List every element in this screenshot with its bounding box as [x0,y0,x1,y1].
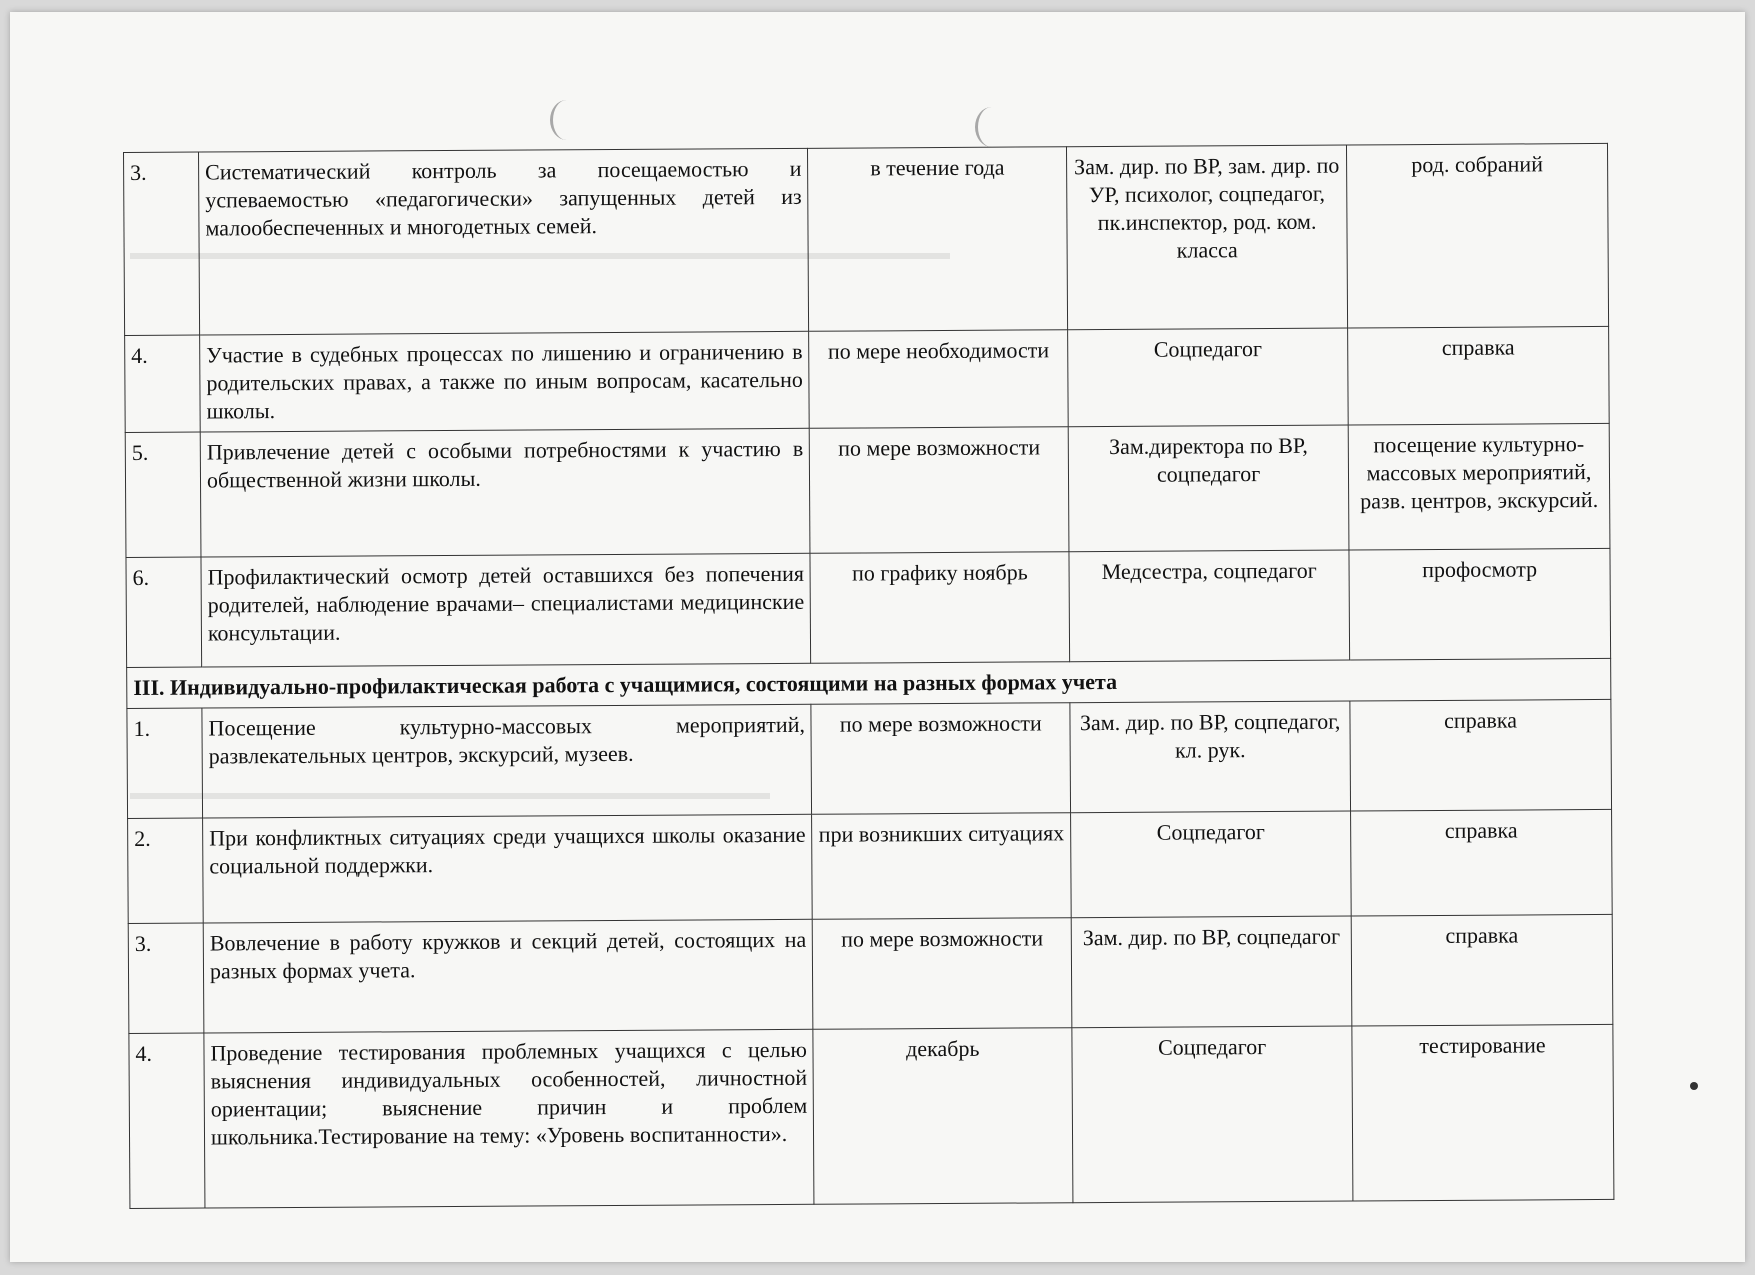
scan-speck [1690,1082,1698,1090]
activity-cell: Посещение культурно-массовых мероприятий, развлекательных центров, экскурсий, музеев. [202,704,812,818]
activity-cell: Вовлечение в работу кружков и секций детей, состоящих на разных формах учета. [203,919,813,1033]
term-cell: декабрь [813,1028,1073,1205]
report-form-cell: справка [1348,326,1610,425]
table-row [128,809,1613,923]
row-number: 1. [127,708,203,818]
row-number: 2. [128,818,204,923]
row-number: 4. [125,335,201,432]
table-row [129,1024,1614,1208]
table-row [125,326,1610,432]
term-cell: по мере возможности [811,703,1070,815]
term-cell: по мере необходимости [809,330,1068,429]
term-cell: при возникших ситуациях [812,813,1071,920]
table-row [124,143,1609,335]
scanned-page [10,12,1745,1262]
responsible-cell: Зам. дир. по ВР, зам. дир. по УР, психолог, соцпедагог, пк.инспектор, род. ком. класса [1067,145,1348,330]
section-title: III. Индивидуально-профилактическая работа с учащимися, состоящими на разных формах учета [127,658,1611,708]
responsible-cell: Зам.директора по ВР, соцпедагог [1068,425,1349,552]
table-row [126,548,1611,667]
responsible-cell: Зам. дир. по ВР, соцпедагог [1071,916,1352,1028]
row-number: 6. [126,557,202,667]
row-number: 5. [125,432,201,557]
report-form-cell: справка [1351,809,1613,916]
table-row [125,423,1610,557]
table-row [127,699,1612,818]
report-form-cell: справка [1350,699,1612,811]
activity-cell: Проведение тестирования проблемных учащихся с целью выяснения индивидуальных особенностей, личностной ориентации; выяснение причин и проблем школьника.Тестирование на тему: «Уровень воспитанности». [204,1029,814,1208]
row-number: 3. [124,152,200,335]
responsible-cell: Соцпедагог [1072,1026,1353,1203]
table-row [128,914,1613,1033]
binder-hole-mark [550,100,583,140]
bleed-through-text: ▬▬▬▬▬▬▬▬▬▬▬▬▬▬▬▬▬▬▬▬▬▬▬▬▬▬▬▬▬▬▬▬ [130,782,770,804]
activity-cell: Профилактический осмотр детей оставшихся без попечения родителей, наблюдение врачами– специалистами медицинские консультации. [201,553,811,667]
term-cell: в течение года [808,147,1068,332]
report-form-cell: справка [1351,914,1613,1026]
responsible-cell: Медсестра, соцпедагог [1069,550,1350,662]
responsible-cell: Соцпедагог [1068,328,1348,427]
report-form-cell: посещение культурно-массовых мероприятий, разв. центров, экскурсий. [1348,423,1610,550]
responsible-cell: Зам. дир. по ВР, соцпедагог, кл. рук. [1070,701,1351,813]
report-form-cell: тестирование [1352,1024,1614,1201]
row-number: 3. [128,923,204,1033]
activity-cell: Участие в судебных процессах по лишению и ограничению в родительских правах, а также по иным вопросам, касательно школы. [200,331,810,432]
responsible-cell: Соцпедагог [1071,811,1352,918]
activity-cell: Привлечение детей с особыми потребностями к участию в общественной жизни школы. [200,428,810,557]
activity-cell: При конфликтных ситуациях среди учащихся школы оказание социальной поддержки. [203,814,813,923]
report-form-cell: профосмотр [1349,548,1611,660]
activity-cell: Систематический контроль за посещаемостью и успеваемостью «педагогически» запущенных детей из малообеспеченных и многодетных семей. [198,148,809,335]
binder-hole-mark [975,107,1008,147]
term-cell: по графику ноябрь [810,552,1069,664]
work-plan-table [123,143,1614,1209]
row-number: 4. [129,1033,205,1208]
term-cell: по мере возможности [810,427,1070,554]
bleed-through-text: ▬▬▬▬▬▬▬▬▬▬▬▬▬▬▬▬▬▬▬▬▬▬▬▬▬▬▬▬▬▬▬▬▬▬▬▬▬▬▬▬▬ [130,242,950,264]
term-cell: по мере возможности [813,918,1072,1030]
report-form-cell: род. собраний [1347,143,1609,328]
